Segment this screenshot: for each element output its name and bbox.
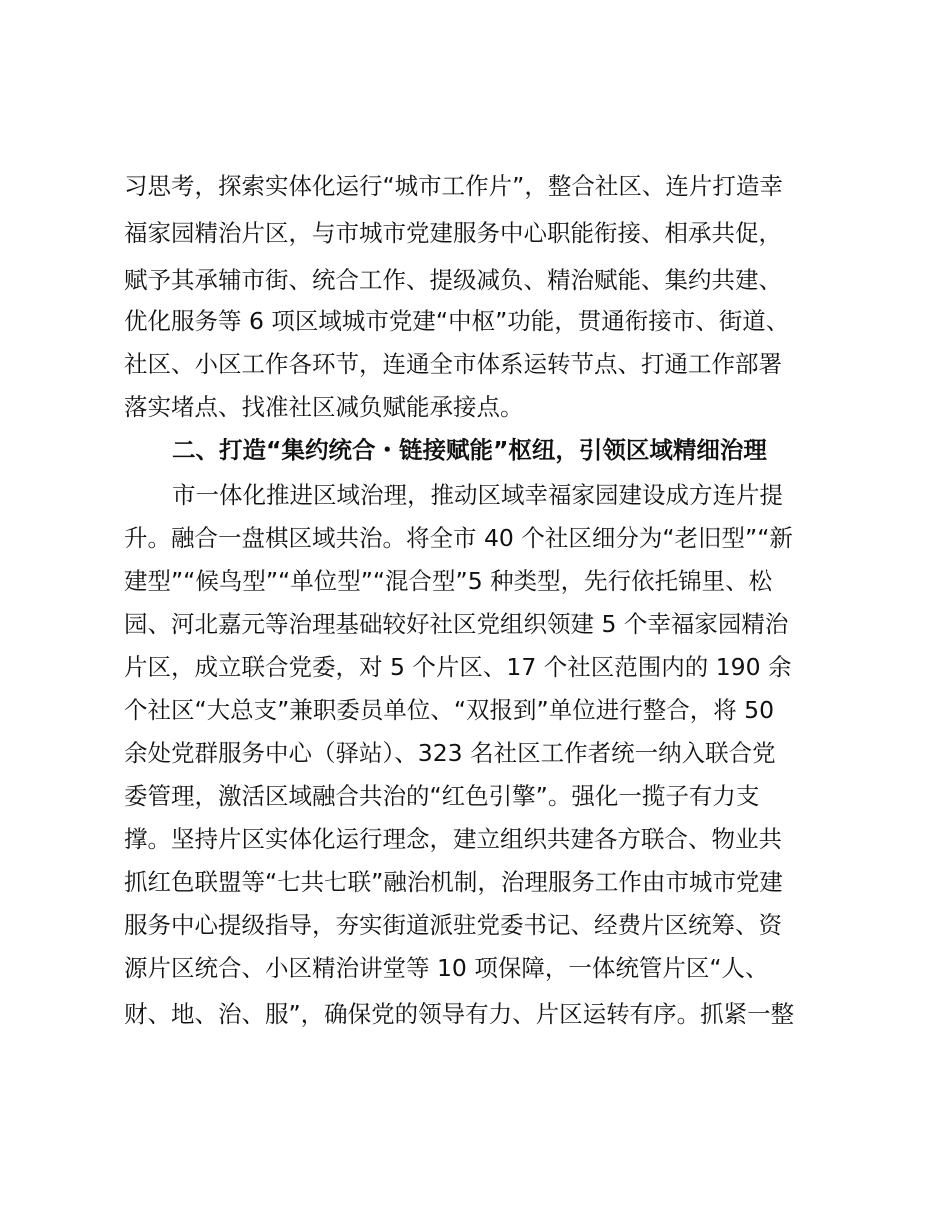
body-text-line: 撑。坚持片区实体化运行理念，建立组织共建各方联合、物业共	[124, 825, 782, 853]
section-heading: 二、打造“集约统合・链接赋能”枢纽，引领区域精细治理	[172, 436, 767, 464]
body-text-line: 抓红色联盟等“七共七联”融治机制，治理服务工作由市城市党建	[124, 868, 783, 896]
body-text-line: 优化服务等 6 项区域城市党建“中枢”功能，贯通衔接市、街道、	[124, 307, 790, 335]
body-text-line: 个社区“大总支”兼职委员单位、“双报到”单位进行整合，将 50	[124, 696, 775, 724]
body-text-line: 建型”“候鸟型”“单位型”“混合型”5 种类型，先行依托锦里、松	[124, 567, 773, 595]
body-text-line: 市一体化推进区域治理，推动区域幸福家园建设成方连片提	[172, 481, 783, 509]
body-text-line: 片区，成立联合党委，对 5 个片区、17 个社区范围内的 190 余	[124, 653, 792, 681]
body-text-line: 服务中心提级指导，夯实街道派驻党委书记、经费片区统筹、资	[124, 911, 782, 939]
body-text-line: 园、河北嘉元等治理基础较好社区党组织领建 5 个幸福家园精治	[124, 610, 789, 638]
body-text-line: 源片区统合、小区精治讲堂等 10 项保障，一体统管片区“人、	[124, 954, 769, 982]
body-text-line: 赋予其承辅市街、统合工作、提级减负、精治赋能、集约共建、	[124, 266, 782, 294]
body-text-line: 社区、小区工作各环节，连通全市体系运转节点、打通工作部署	[124, 350, 782, 378]
body-text-line: 福家园精治片区，与市城市党建服务中心职能衔接、相承共促，	[124, 219, 782, 247]
body-text-line: 委管理，激活区域融合共治的“红色引擎”。强化一揽子有力支	[124, 782, 760, 810]
body-text-line: 落实堵点、找准社区减负赋能承接点。	[124, 393, 524, 421]
body-text-line: 财、地、治、服”，确保党的领导有力、片区运转有序。抓紧一整	[124, 1000, 795, 1028]
body-text-line: 余处党群服务中心（驿站）、323 名社区工作者统一纳入联合党	[124, 739, 776, 767]
body-text-line: 习思考，探索实体化运行“城市工作片”，整合社区、连片打造幸	[124, 172, 783, 200]
body-text-line: 升。融合一盘棋区域共治。将全市 40 个社区细分为“老旧型”“新	[124, 524, 793, 552]
